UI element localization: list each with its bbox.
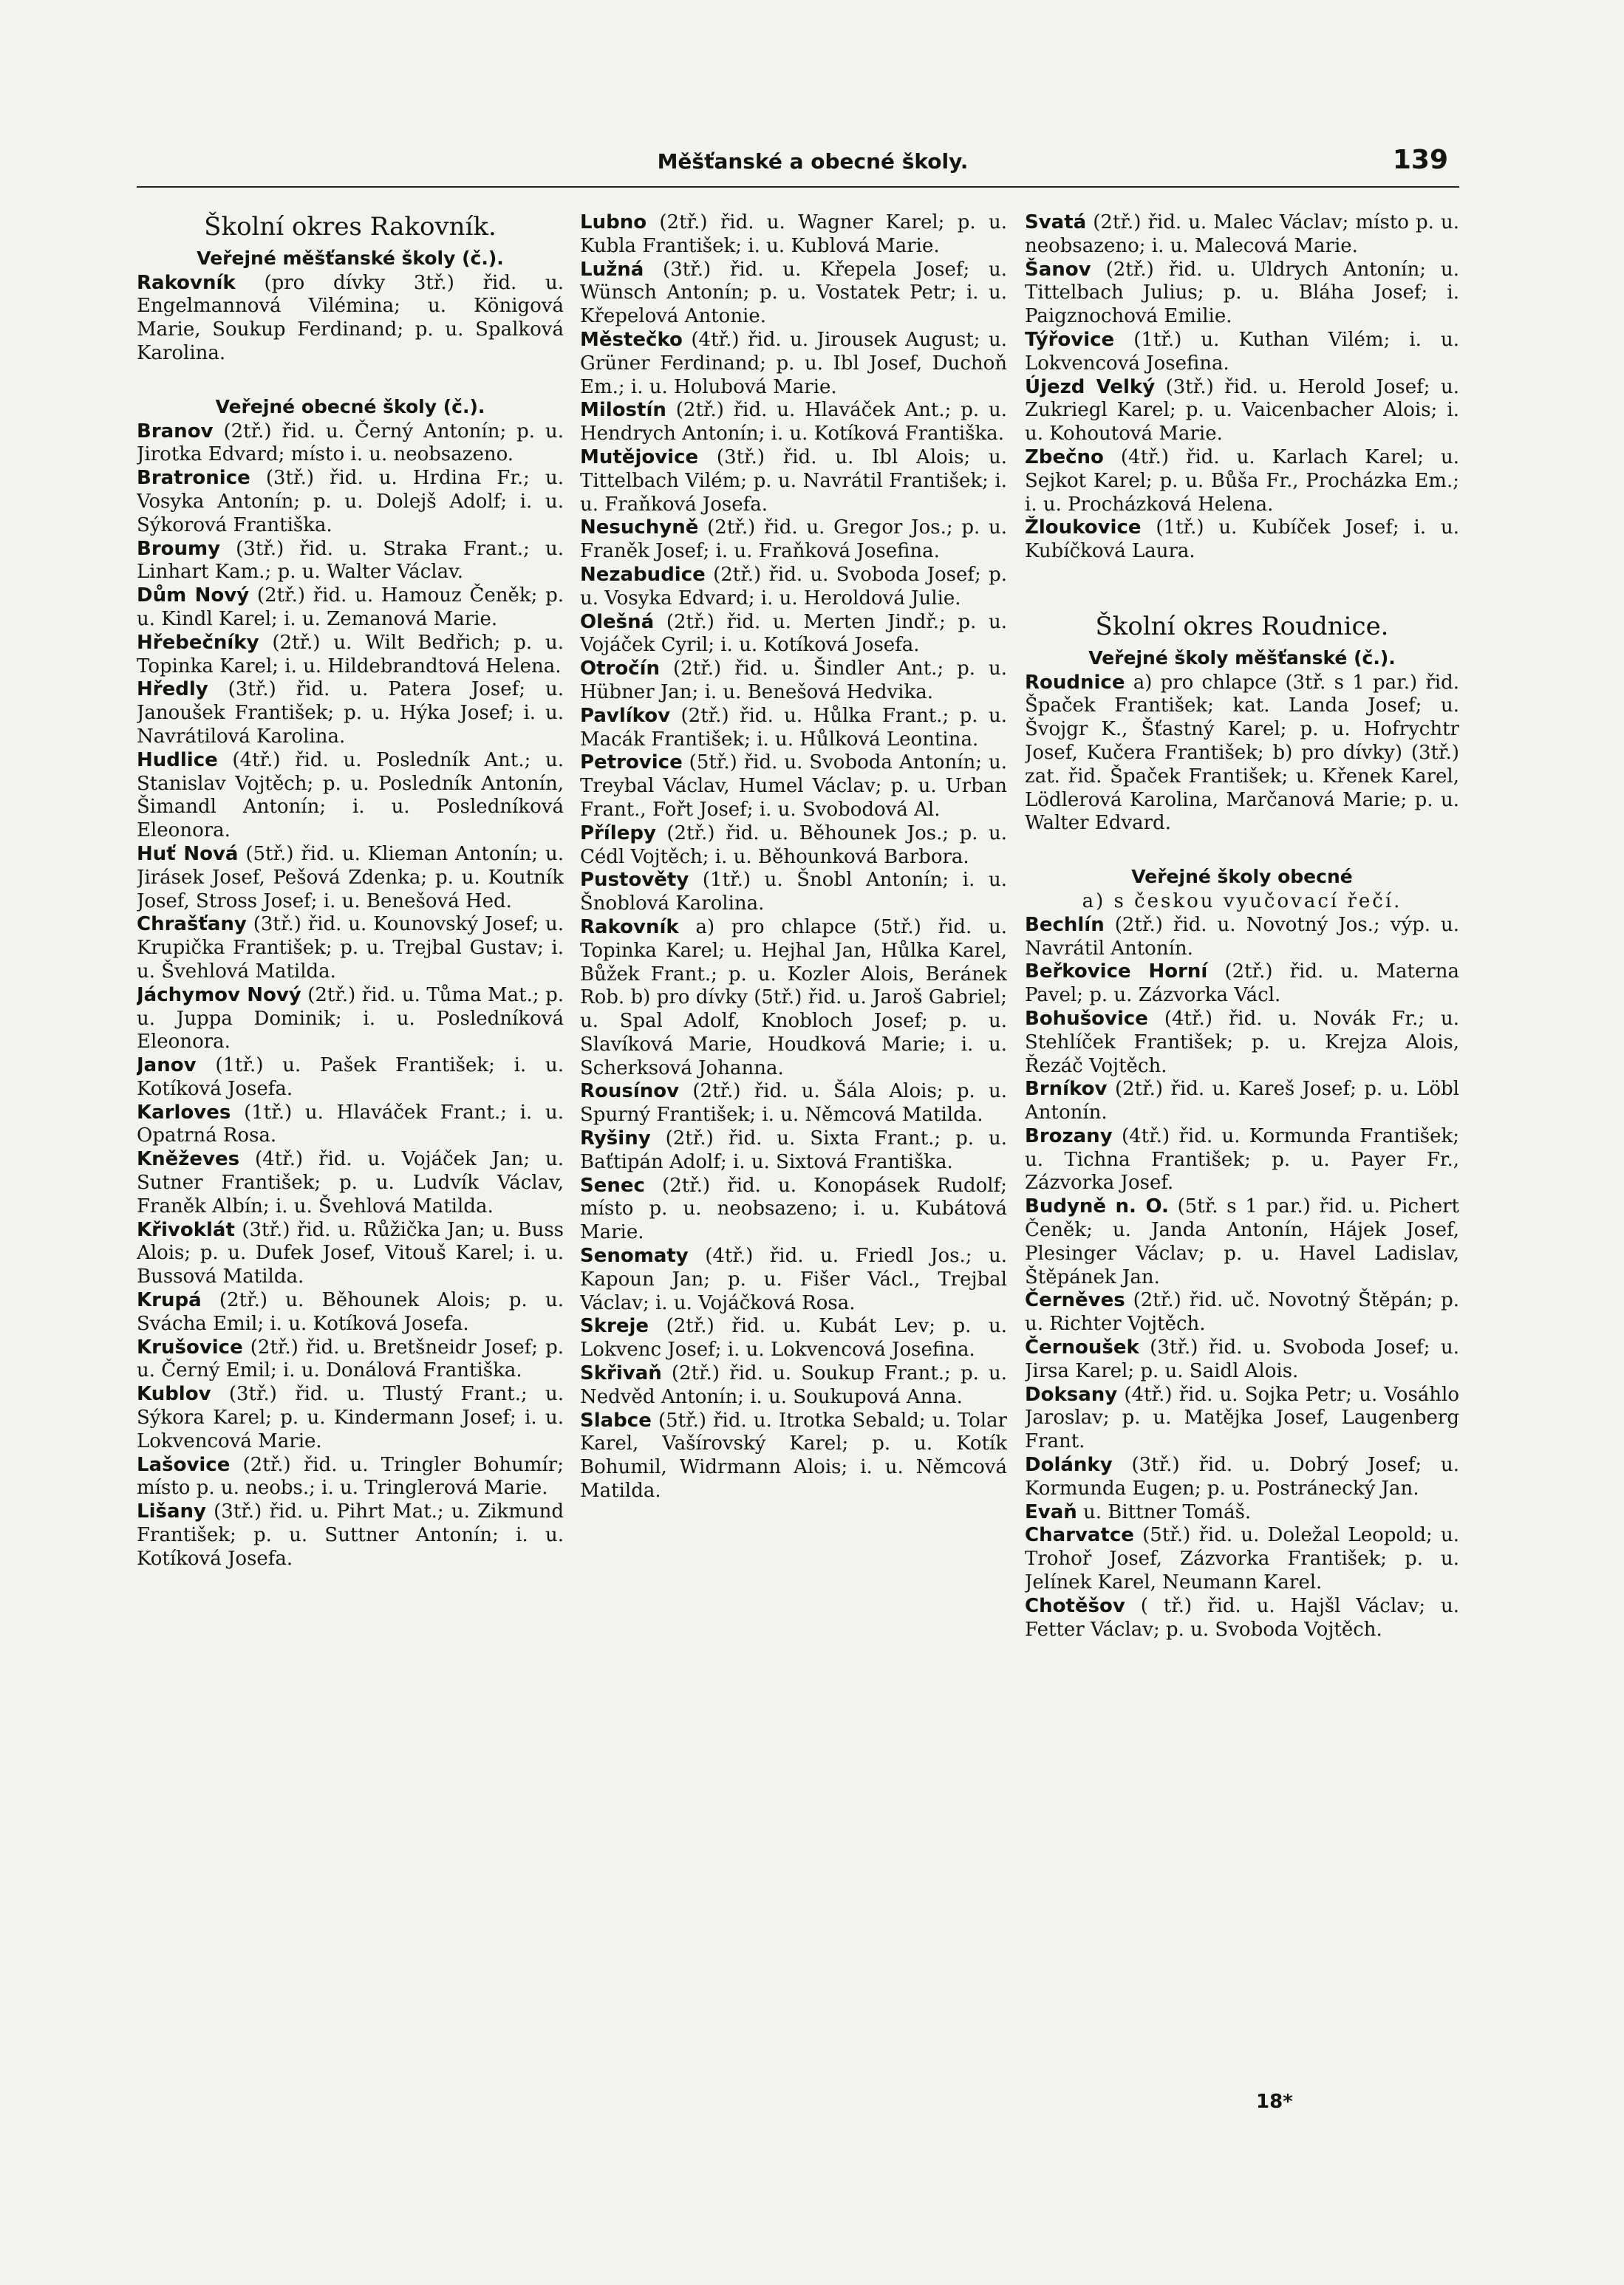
staff-text: (3tř.) řid. u. Hrdina Fr.; u. Vosyka Antonín; p. u. Dolejš Adolf; i. u. Sýkorová Františka. xyxy=(137,467,564,536)
place-name: Beřkovice Horní xyxy=(1025,960,1208,983)
list-item xyxy=(580,705,1007,752)
place-name: Dolánky xyxy=(1025,1454,1113,1477)
place-name: Olešná xyxy=(580,610,655,633)
place-name: Lišany xyxy=(137,1500,206,1523)
place-name: Ryšiny xyxy=(580,1127,651,1150)
staff-text: (2tř.) řid. u. Wagner Karel; p. u. Kubla František; i. u. Kublová Marie. xyxy=(580,211,1007,257)
staff-text: (5tř.) řid. u. Klieman Antonín; u. Jirásek Josef, Pešová Zdenka; p. u. Koutník Josef, Stross Josef; i. u. Benešová Hed. xyxy=(137,842,564,912)
place-name: Kublov xyxy=(137,1383,211,1406)
list-item xyxy=(137,632,564,679)
place-name: Černoušek xyxy=(1025,1336,1139,1359)
place-name: Hředly xyxy=(137,678,208,701)
place-name: Týřovice xyxy=(1025,328,1115,351)
list-item xyxy=(580,399,1007,446)
staff-text: (2tř.) řid. u. Kareš Josef; p. u. Löbl Antonín. xyxy=(1025,1078,1459,1124)
staff-text: (3tř.) řid. u. Křepela Josef; u. Wünsch Antonín; p. u. Vostatek Petr; i. u. Křepelová Antonie. xyxy=(580,258,1007,328)
place-name: Bohušovice xyxy=(1025,1007,1148,1030)
list-item xyxy=(1025,446,1459,516)
place-name: Rakovník xyxy=(137,271,236,294)
place-name: Skřivaň xyxy=(580,1362,662,1385)
column-middle xyxy=(580,211,1007,2088)
list-item xyxy=(137,1148,564,1218)
list-item xyxy=(580,916,1007,1081)
place-name: Kněževes xyxy=(137,1148,240,1171)
staff-text: (2tř.) řid. u. Materna Pavel; p. u. Zázvorka Václ. xyxy=(1025,960,1459,1007)
list-item xyxy=(580,1127,1007,1175)
list-item xyxy=(1025,1454,1459,1501)
burgher-list-roudnice xyxy=(1025,672,1459,836)
list-item xyxy=(1025,329,1459,376)
staff-text: (2tř.) řid. uč. Novotný Štěpán; p. u. Richter Vojtěch. xyxy=(1025,1289,1459,1336)
list-item xyxy=(1025,259,1459,329)
place-name: Hřebečníky xyxy=(137,631,259,654)
list-item xyxy=(580,751,1007,822)
staff-text: (2tř.) řid. u. Uldrych Antonín; u. Tittelbach Julius; p. u. Bláha Josef; i. Paigznochová Emilie. xyxy=(1025,258,1459,328)
place-name: Chotěšov xyxy=(1025,1594,1125,1617)
list-item xyxy=(580,611,1007,658)
place-name: Broumy xyxy=(137,537,221,560)
list-item xyxy=(1025,211,1459,259)
staff-text: (3tř.) řid. u. Ibl Alois; u. Tittelbach Vilém; p. u. Navrátil František; i. u. Fraňková Josefa. xyxy=(580,445,1007,516)
place-name: Branov xyxy=(137,420,214,443)
list-item xyxy=(580,211,1007,259)
list-item xyxy=(580,1080,1007,1127)
list-item xyxy=(137,1219,564,1289)
list-item xyxy=(137,467,564,537)
list-item xyxy=(137,913,564,983)
place-name: Bechlín xyxy=(1025,913,1105,936)
staff-text: a) pro chlapce (5tř.) řid. u. Topinka Karel; u. Hejhal Jan, Hůlka Karel, Bůžek Frant.; p. u. Kozler Alois, Beránek Rob. b) pro dívky (5tř.) řid. u. Jaroš Gabriel; u. Spal Adolf, Knobloch Josef; p. u. Slavíková Marie, Houdková Marie; i. u. Scherksová Johanna. xyxy=(580,915,1007,1079)
staff-text: ( tř.) řid. u. Hajšl Václav; u. Fetter Václav; p. u. Svoboda Vojtěch. xyxy=(1025,1594,1459,1641)
place-name: Skreje xyxy=(580,1315,649,1338)
list-item xyxy=(580,658,1007,705)
place-name: Milostín xyxy=(580,399,666,422)
list-item xyxy=(1025,1125,1459,1195)
place-name: Evaň xyxy=(1025,1500,1077,1523)
list-item xyxy=(580,869,1007,916)
place-name: Hudlice xyxy=(137,748,218,771)
header-rule xyxy=(137,186,1459,188)
list-item xyxy=(580,259,1007,329)
staff-text: (3tř.) řid. u. Kounovský Josef; u. Krupička František; p. u. Trejbal Gustav; i. u. Švehlová Matilda. xyxy=(137,913,564,983)
list-item xyxy=(1025,672,1459,836)
place-name: Slabce xyxy=(580,1409,652,1432)
staff-text: (2tř.) řid. u. Hůlka Frant.; p. u. Macák František; i. u. Hůlková Leontina. xyxy=(580,704,1007,751)
list-item xyxy=(580,516,1007,564)
staff-text: (2tř.) řid. u. Běhounek Jos.; p. u. Cédl Vojtěch; i. u. Běhounková Barbora. xyxy=(580,822,1007,868)
staff-text: (2tř.) řid. u. Gregor Jos.; p. u. Franěk Josef; i. u. Fraňková Josefina. xyxy=(580,516,1007,563)
staff-text: (4tř.) řid. u. Jirousek August; u. Grüner Ferdinand; p. u. Ibl Josef, Duchoň Em.; i. u. Holubová Marie. xyxy=(580,328,1007,398)
burgher-list-rakovnik xyxy=(137,272,564,366)
place-name: Budyně n. O. xyxy=(1025,1195,1169,1218)
staff-text: (2tř.) řid. u. Malec Václav; místo p. u. neobsazeno; i. u. Malecová Marie. xyxy=(1025,211,1459,257)
staff-text: (2tř.) řid. u. Novotný Jos.; výp. u. Navrátil Antonín. xyxy=(1025,913,1459,960)
place-name: Jáchymov Nový xyxy=(137,983,301,1006)
list-item xyxy=(580,822,1007,870)
list-item xyxy=(1025,1289,1459,1336)
staff-text: (2tř.) řid. u. Svoboda Josef; p. u. Vosyka Edvard; i. u. Heroldová Julie. xyxy=(580,563,1007,609)
district-title-roudnice: Školní okres Roudnice. xyxy=(1095,611,1389,641)
list-item xyxy=(137,1054,564,1101)
staff-text: (1tř.) u. Pašek František; i. u. Kotíková Josefa. xyxy=(137,1054,564,1100)
staff-text: (1tř.) u. Šnobl Antonín; i. u. Šnoblová Karolina. xyxy=(580,869,1007,915)
list-item xyxy=(580,329,1007,399)
place-name: Nezabudice xyxy=(580,563,706,586)
printer-signature: 18* xyxy=(1256,2091,1293,2113)
staff-text: (4tř.) řid. u. Karlach Karel; u. Sejkot Karel; p. u. Bůša Fr., Procházka Em.; i. u. Procházková Helena. xyxy=(1025,445,1459,516)
common-list-rakovnik xyxy=(137,420,564,1571)
place-name: Přílepy xyxy=(580,822,656,844)
place-name: Petrovice xyxy=(580,751,683,774)
district-title-rakovnik: Školní okres Rakovník. xyxy=(204,212,497,242)
burgher-heading-rakovnik: Veřejné měšťanské školy (č.). xyxy=(197,247,504,269)
staff-text: (3tř.) řid. u. Herold Josef; u. Zukriegl Karel; p. u. Vaicenbacher Alois; i. u. Kohoutová Marie. xyxy=(1025,375,1459,445)
place-name: Šanov xyxy=(1025,258,1091,281)
staff-text: (4tř.) řid. u. Friedl Jos.; u. Kapoun Jan; p. u. Fišer Václ., Trejbal Václav; i. u. Vojáčková Rosa. xyxy=(580,1245,1007,1314)
staff-text: (1tř.) u. Kuthan Vilém; i. u. Lokvencová Josefina. xyxy=(1025,328,1459,375)
staff-text: u. Bittner Tomáš. xyxy=(1083,1500,1252,1523)
list-item xyxy=(580,1410,1007,1503)
list-item xyxy=(580,1245,1007,1315)
place-name: Krupá xyxy=(137,1289,202,1312)
staff-text: (2tř.) řid. u. Soukup Frant.; p. u. Nedvěd Antonín; i. u. Soukupová Anna. xyxy=(580,1362,1007,1408)
common-heading-roudnice: Veřejné školy obecné xyxy=(1131,866,1353,888)
place-name: Mutějovice xyxy=(580,445,699,468)
place-name: Huť Nová xyxy=(137,842,239,865)
place-name: Charvatce xyxy=(1025,1524,1134,1547)
entry-list-middle xyxy=(580,211,1007,1503)
place-name: Otročín xyxy=(580,658,661,680)
common-list-roudnice xyxy=(1025,914,1459,1642)
staff-text: (2tř.) řid. u. Černý Antonín; p. u. Jirotka Edvard; místo i. u. neobsazeno. xyxy=(137,420,564,466)
column-right xyxy=(1025,211,1459,2088)
staff-text: (4tř.) řid. u. Novák Fr.; u. Stehlíček František; p. u. Krejza Alois, Řezáč Vojtěch. xyxy=(1025,1007,1459,1077)
place-name: Rakovník xyxy=(580,915,679,938)
staff-text: (2tř.) řid. u. Kubát Lev; p. u. Lokvenc Josef; i. u. Lokvencová Josefina. xyxy=(580,1315,1007,1362)
place-name: Janov xyxy=(137,1054,197,1077)
staff-text: (3tř.) řid. u. Dobrý Josef; u. Kormunda Eugen; p. u. Postránecký Jan. xyxy=(1025,1454,1459,1500)
list-item xyxy=(137,984,564,1054)
place-name: Nesuchyně xyxy=(580,516,699,539)
list-item xyxy=(137,1289,564,1336)
place-name: Černěves xyxy=(1025,1289,1125,1312)
staff-text: (2tř.) řid. u. Šindler Ant.; p. u. Hübner Jan; i. u. Benešová Hedvika. xyxy=(580,658,1007,703)
common-heading-rakovnik: Veřejné obecné školy (č.). xyxy=(215,395,485,417)
place-name: Brozany xyxy=(1025,1124,1113,1147)
staff-text: (4tř.) řid. u. Vojáček Jan; u. Sutner František; p. u. Ludvík Václav, Franěk Albín; i. u. Švehlová Matilda. xyxy=(137,1148,564,1217)
place-name: Senomaty xyxy=(580,1245,689,1268)
place-name: Roudnice xyxy=(1025,671,1125,694)
staff-text: (1tř.) u. Hlaváček Frant.; i. u. Opatrná Rosa. xyxy=(137,1101,564,1147)
list-item xyxy=(137,272,564,366)
staff-text: (5tř.) řid. u. Svoboda Antonín; u. Treybal Václav, Humel Václav; p. u. Urban Frant., Fořt Josef; i. u. Svobodová Al. xyxy=(580,751,1007,821)
place-name: Újezd Velký xyxy=(1025,375,1156,398)
entry-list-right xyxy=(1025,211,1459,564)
place-name: Lubno xyxy=(580,211,647,233)
list-item xyxy=(1025,1078,1459,1125)
place-name: Městečko xyxy=(580,328,683,351)
staff-text: (3tř.) řid. u. Patera Josef; u. Janoušek František; p. u. Hýka Josef; i. u. Navrátilová Karolina. xyxy=(137,678,564,748)
list-item xyxy=(1025,1336,1459,1384)
list-item xyxy=(1025,1595,1459,1642)
place-name: Karloves xyxy=(137,1101,231,1124)
staff-text: (3tř.) řid. u. Straka Frant.; u. Linhart Kam.; p. u. Walter Václav. xyxy=(137,537,564,584)
list-item xyxy=(137,1383,564,1453)
staff-text: (2tř.) řid. u. Merten Jindř.; p. u. Vojáček Cyril; i. u. Kotíková Josefa. xyxy=(580,610,1007,657)
list-item xyxy=(1025,1384,1459,1454)
list-item xyxy=(137,749,564,843)
place-name: Bratronice xyxy=(137,467,250,490)
list-item xyxy=(1025,1195,1459,1289)
staff-text: (2tř.) řid. u. Tringler Bohumír; místo p. u. neobs.; i. u. Tringlerová Marie. xyxy=(137,1453,564,1500)
staff-text: (4tř.) řid. u. Posledník Ant.; u. Stanislav Vojtěch; p. u. Posledník Antonín, Šimandl Antonín; i. u. Posledníková Eleonora. xyxy=(137,748,564,842)
staff-text: (5tř. s 1 par.) řid. u. Pichert Čeněk; u. Janda Antonín, Hájek Josef, Plesinger Václav; p. u. Havel Ladislav, Štěpánek Jan. xyxy=(1025,1195,1459,1288)
staff-text: (4tř.) řid. u. Sojka Petr; u. Vosáhlo Jaroslav; p. u. Matějka Josef, Laugenberg Frant. xyxy=(1025,1383,1459,1453)
list-item xyxy=(1025,1524,1459,1594)
list-item xyxy=(137,420,564,468)
list-item xyxy=(1025,516,1459,564)
staff-text: (2tř.) řid. u. Sixta Frant.; p. u. Baťtipán Adolf; i. u. Sixtová Františka. xyxy=(580,1127,1007,1173)
list-item xyxy=(580,564,1007,611)
staff-text: (3tř.) řid. u. Růžička Jan; u. Buss Alois; p. u. Dufek Josef, Vitouš Karel; i. u. Bussová Matilda. xyxy=(137,1218,564,1288)
running-head: Měšťanské a obecné školy. xyxy=(657,149,969,174)
place-name: Pustověty xyxy=(580,869,689,892)
staff-text: (4tř.) řid. u. Kormunda František; u. Tichna František; p. u. Payer Fr., Zázvorka Josef. xyxy=(1025,1124,1459,1195)
list-item xyxy=(137,1101,564,1149)
staff-text: (2tř.) řid. u. Hlaváček Ant.; p. u. Hendrych Antonín; i. u. Kotíková Františka. xyxy=(580,399,1007,445)
list-item xyxy=(1025,376,1459,446)
list-item xyxy=(1025,914,1459,961)
place-name: Krušovice xyxy=(137,1336,243,1359)
list-item xyxy=(137,1336,564,1384)
staff-text: (1tř.) u. Kubíček Josef; i. u. Kubíčková Laura. xyxy=(1025,516,1459,563)
place-name: Brníkov xyxy=(1025,1078,1108,1101)
common-subheading-roudnice: a) s českou vyučovací řečí. xyxy=(1082,889,1402,912)
list-item xyxy=(137,843,564,913)
place-name: Doksany xyxy=(1025,1383,1118,1406)
list-item xyxy=(580,1362,1007,1410)
list-item xyxy=(1025,1501,1459,1525)
place-name: Lužná xyxy=(580,258,644,281)
staff-text: a) pro chlapce (3tř. s 1 par.) řid. Špaček František; kat. Landa Josef; u. Švojgr K., Šťastný Karel; p. u. Hofrychtr Josef, Kučera František; b) pro dívky) (3tř.) zat. řid. Špaček František; u. Křenek Karel, Lödlerová Karolina, Marčanová Marie; p. u. Walter Edvard. xyxy=(1025,671,1459,835)
staff-text: (pro dívky 3tř.) řid. u. Engelmannová Vilémina; u. Königová Marie, Soukup Ferdinand; p. u. Spalková Karolina. xyxy=(137,271,564,364)
place-name: Dům Nový xyxy=(137,584,250,607)
list-item xyxy=(137,678,564,748)
list-item xyxy=(137,1500,564,1571)
staff-text: (3tř.) řid. u. Svoboda Josef; u. Jirsa Karel; p. u. Saidl Alois. xyxy=(1025,1336,1459,1382)
list-item xyxy=(580,1315,1007,1362)
staff-text: (2tř.) řid. u. Konopásek Rudolf; místo p. u. neobsazeno; i. u. Kubátová Marie. xyxy=(580,1174,1007,1244)
staff-text: (3tř.) řid. u. Pihrt Mat.; u. Zikmund František; p. u. Suttner Antonín; i. u. Kotíková Josefa. xyxy=(137,1500,564,1570)
staff-text: (2tř.) řid. u. Hamouz Čeněk; p. u. Kindl Karel; i. u. Zemanová Marie. xyxy=(137,584,564,630)
staff-text: (2tř.) řid. u. Šála Alois; p. u. Spurný František; i. u. Němcová Matilda. xyxy=(580,1080,1007,1127)
list-item xyxy=(137,584,564,632)
place-name: Svatá xyxy=(1025,211,1087,233)
place-name: Senec xyxy=(580,1174,645,1197)
place-name: Lašovice xyxy=(137,1453,231,1476)
staff-text: (5tř.) řid. u. Doležal Leopold; u. Trohoř Josef, Zázvorka František; p. u. Jelínek Karel, Neumann Karel. xyxy=(1025,1524,1459,1594)
place-name: Pavlíkov xyxy=(580,704,671,727)
staff-text: (2tř.) řid. u. Tůma Mat.; p. u. Juppa Dominik; i. u. Posledníková Eleonora. xyxy=(137,983,564,1053)
place-name: Chrašťany xyxy=(137,913,247,936)
column-left xyxy=(137,211,564,2088)
list-item xyxy=(137,538,564,585)
staff-text: (2tř.) u. Wilt Bedřich; p. u. Topinka Karel; i. u. Hildebrandtová Helena. xyxy=(137,631,564,677)
place-name: Žloukovice xyxy=(1025,516,1142,539)
list-item xyxy=(580,446,1007,516)
list-item xyxy=(137,1454,564,1501)
list-item xyxy=(1025,1008,1459,1078)
place-name: Zbečno xyxy=(1025,445,1104,468)
staff-text: (2tř.) řid. u. Bretšneidr Josef; p. u. Černý Emil; i. u. Donálová Františka. xyxy=(137,1336,564,1382)
staff-text: (2tř.) u. Běhounek Alois; p. u. Svácha Emil; i. u. Kotíková Josefa. xyxy=(137,1289,564,1335)
staff-text: (5tř.) řid. u. Itrotka Sebald; u. Tolar Karel, Vašírovský Karel; p. u. Kotík Bohumil, Widrmann Alois; i. u. Němcová Matilda. xyxy=(580,1409,1007,1503)
list-item xyxy=(580,1175,1007,1245)
place-name: Křivoklát xyxy=(137,1218,235,1241)
list-item xyxy=(1025,960,1459,1008)
staff-text: (3tř.) řid. u. Tlustý Frant.; u. Sýkora Karel; p. u. Kindermann Josef; i. u. Lokvencová Marie. xyxy=(137,1383,564,1452)
burgher-heading-roudnice: Veřejné školy měšťanské (č.). xyxy=(1088,646,1396,669)
page-number: 139 xyxy=(1392,145,1448,175)
place-name: Rousínov xyxy=(580,1080,680,1103)
